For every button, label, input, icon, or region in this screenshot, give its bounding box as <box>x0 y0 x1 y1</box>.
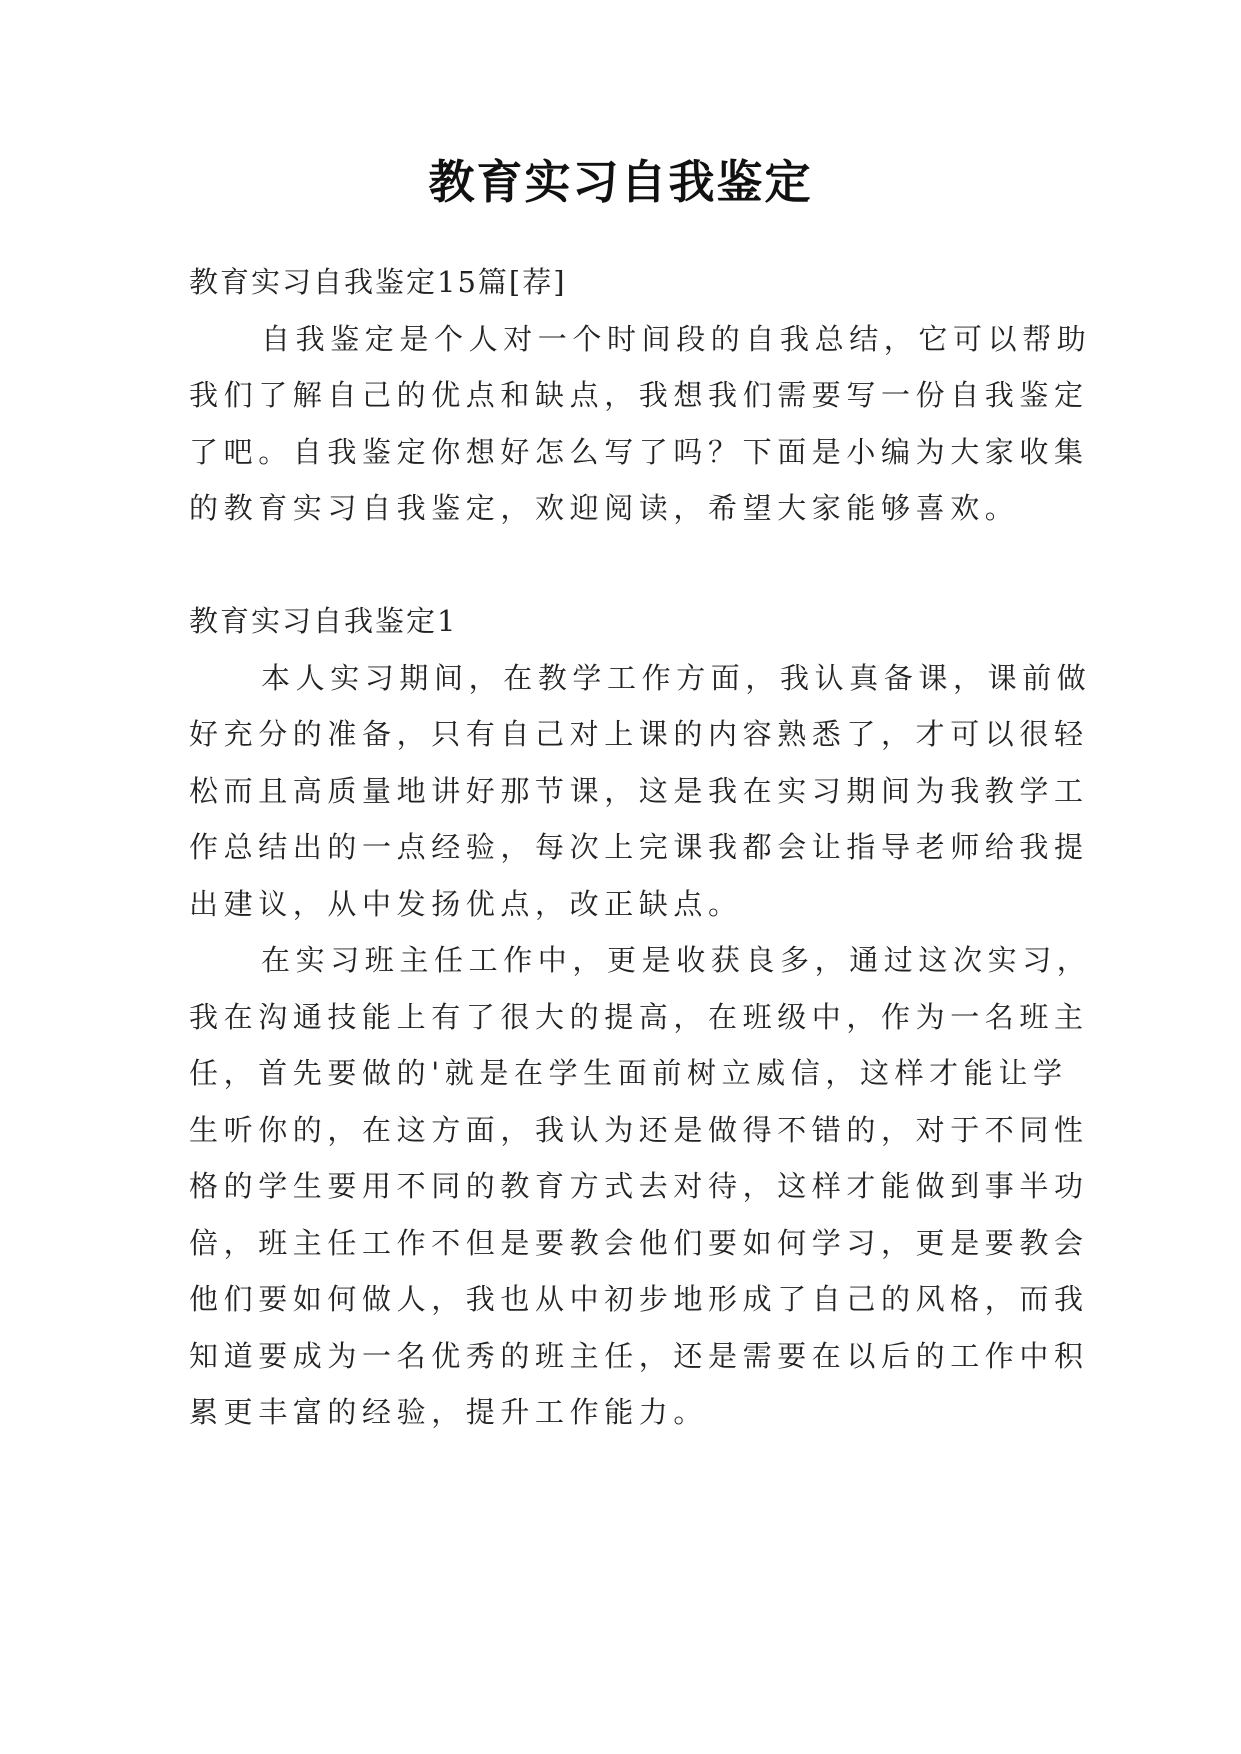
paragraph-line: 出建议，从中发扬优点，改正缺点。 <box>189 886 743 921</box>
intro-paragraph <box>189 311 1092 537</box>
paragraph-line: 松而且高质量地讲好那节课，这是我在实习期间为我教学工 <box>189 773 1089 808</box>
paragraph-line: 自我鉴定是个人对一个时间段的自我总结，它可以帮助 <box>261 321 1092 356</box>
paragraph-line: 本人实习期间，在教学工作方面，我认真备课，课前做 <box>261 660 1092 695</box>
paragraph-line: 格的学生要用不同的教育方式去对待，这样才能做到事半功 <box>189 1169 1089 1203</box>
paragraph-line: 我们了解自己的优点和缺点，我想我们需要写一份自我鉴定 <box>189 378 1089 412</box>
document-title: 教育实习自我鉴定 <box>428 155 813 209</box>
document-body <box>189 254 1092 1441</box>
paragraph-line: 了吧。自我鉴定你想好怎么写了吗？下面是小编为大家收集 <box>189 434 1089 469</box>
section-gap <box>189 537 1053 594</box>
paragraph-line: 他们要如何做人，我也从中初步地形成了自己的风格，而我 <box>189 1282 1089 1316</box>
paragraph-line: 好充分的准备，只有自己对上课的内容熟悉了，才可以很轻 <box>189 717 1089 751</box>
section-heading: 教育实习自我鉴定1 <box>189 604 458 638</box>
section1-paragraph-2 <box>189 932 1092 1441</box>
document-subtitle: 教育实习自我鉴定15篇[荐] <box>189 265 567 299</box>
section1-paragraph-1 <box>189 650 1092 933</box>
paragraph-line: 我在沟通技能上有了很大的提高，在班级中，作为一名班主 <box>189 999 1089 1034</box>
paragraph-line: 的教育实习自我鉴定，欢迎阅读，希望大家能够喜欢。 <box>189 491 1020 525</box>
paragraph-line: 知道要成为一名优秀的班主任，还是需要在以后的工作中积 <box>189 1338 1089 1373</box>
paragraph-line: 在实习班主任工作中，更是收获良多，通过这次实习， <box>261 943 1092 977</box>
paragraph-line: 生听你的，在这方面，我认为还是做得不错的，对于不同性 <box>189 1112 1089 1147</box>
paragraph-line: 作总结出的一点经验，每次上完课我都会让指导老师给我提 <box>189 830 1089 864</box>
paragraph-line: 倍，班主任工作不但是要教会他们要如何学习，更是要教会 <box>189 1225 1089 1260</box>
paragraph-line: 累更丰富的经验，提升工作能力。 <box>189 1395 709 1429</box>
paragraph-line: 任，首先要做的'就是在学生面前树立威信，这样才能让学 <box>189 1056 1068 1090</box>
